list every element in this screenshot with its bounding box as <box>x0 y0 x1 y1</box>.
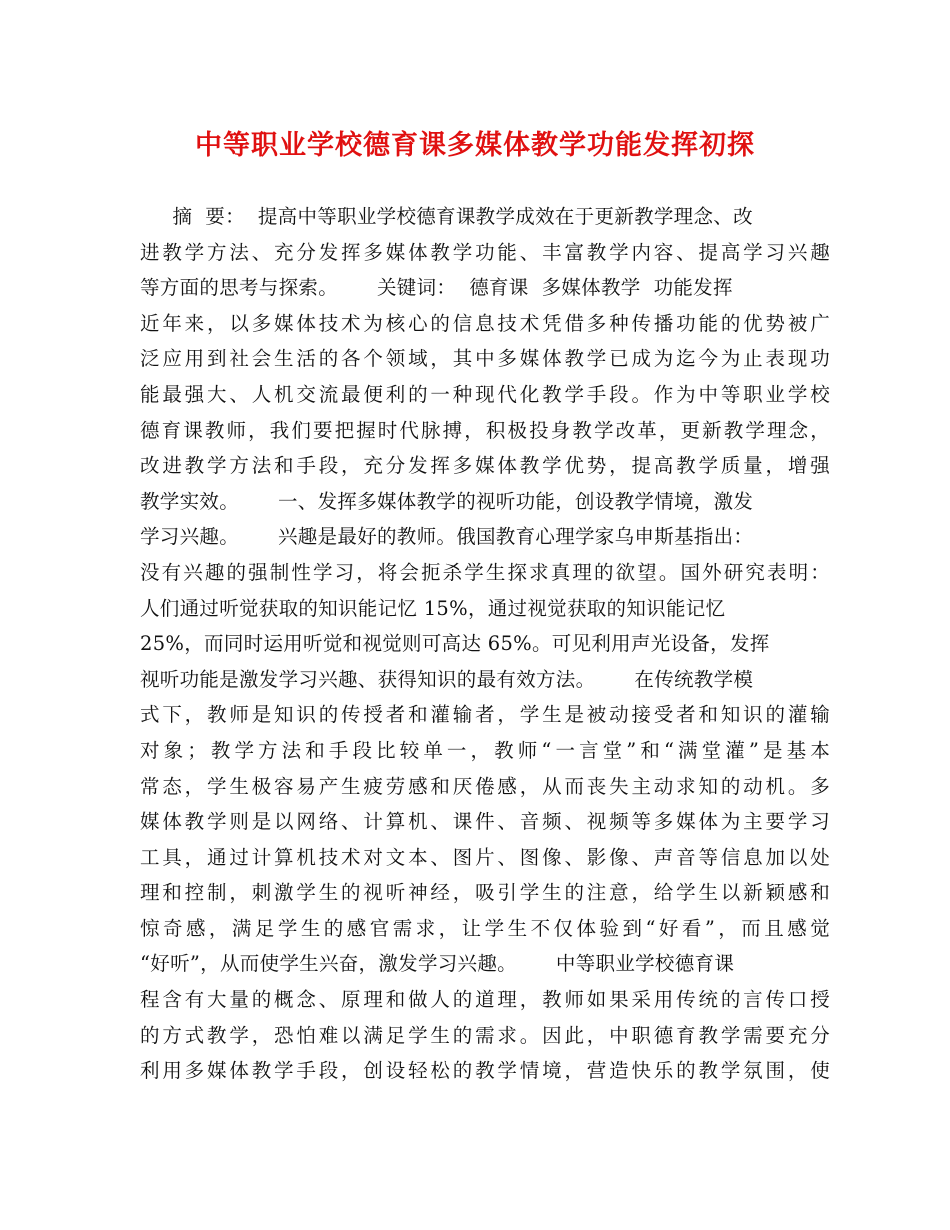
text-line: 近年来，以多媒体技术为核心的信息技术凭借多种传播功能的优势被广 <box>140 311 830 335</box>
text-line: 人们通过听觉获取的知识能记忆 15%，通过视觉获取的知识能记忆 <box>140 596 726 620</box>
text-line: 惊奇感，满足学生的感官需求，让学生不仅体验到“好看”，而且感觉 <box>140 916 830 940</box>
text-line: 等方面的思考与探索。 关键词： 德育课 多媒体教学 功能发挥 <box>140 276 733 300</box>
text-line: 对象；教学方法和手段比较单一，教师“一言堂”和“满堂灌”是基本 <box>140 738 830 762</box>
text-line: 进教学方法、充分发挥多媒体教学功能、丰富教学内容、提高学习兴趣 <box>140 240 830 264</box>
text-line: 教学实效。 一、发挥多媒体教学的视听功能，创设教学情境，激发 <box>140 489 754 513</box>
text-line: 摘 要： 提高中等职业学校德育课教学成效在于更新教学理念、改 <box>140 205 753 228</box>
text-line: “好听”，从而使学生兴奋，激发学习兴趣。 中等职业学校德育课 <box>140 952 735 976</box>
page-title: 中等职业学校德育课多媒体教学功能发挥初探 <box>195 130 755 161</box>
text-line: 改进教学方法和手段，充分发挥多媒体教学优势，提高教学质量，增强 <box>140 454 830 478</box>
text-line: 25%，而同时运用听觉和视觉则可高达 65%。可见利用声光设备，发挥 <box>140 632 770 656</box>
text-line: 德育课教师，我们要把握时代脉搏，积极投身教学改革，更新教学理念， <box>140 418 830 442</box>
text-line: 能最强大、人机交流最便利的一种现代化教学手段。作为中等职业学校 <box>140 382 830 406</box>
text-line: 式下，教师是知识的传授者和灌输者，学生是被动接受者和知识的灌输 <box>140 703 830 727</box>
text-line: 视听功能是激发学习兴趣、获得知识的最有效方法。 在传统教学模 <box>140 667 754 691</box>
text-line: 理和控制，刺激学生的视听神经，吸引学生的注意，给学生以新颖感和 <box>140 881 830 905</box>
text-line: 学习兴趣。 兴趣是最好的教师。俄国教育心理学家乌申斯基指出： <box>140 525 754 549</box>
text-line: 工具，通过计算机技术对文本、图片、图像、影像、声音等信息加以处 <box>140 845 830 869</box>
text-line: 程含有大量的概念、原理和做人的道理，教师如果采用传统的言传口授 <box>140 988 830 1012</box>
text-line: 利用多媒体教学手段，创设轻松的教学情境，营造快乐的教学氛围，使 <box>140 1059 830 1083</box>
text-line: 泛应用到社会生活的各个领域，其中多媒体教学已成为迄今为止表现功 <box>140 347 830 371</box>
text-line: 常态，学生极容易产生疲劳感和厌倦感，从而丧失主动求知的动机。多 <box>140 774 830 798</box>
text-line: 的方式教学，恐怕难以满足学生的需求。因此，中职德育教学需要充分 <box>140 1023 830 1047</box>
text-line: 没有兴趣的强制性学习，将会扼杀学生探求真理的欲望。国外研究表明： <box>140 560 830 584</box>
document-body <box>140 199 830 1089</box>
text-line: 媒体教学则是以网络、计算机、课件、音频、视频等多媒体为主要学习 <box>140 810 830 834</box>
